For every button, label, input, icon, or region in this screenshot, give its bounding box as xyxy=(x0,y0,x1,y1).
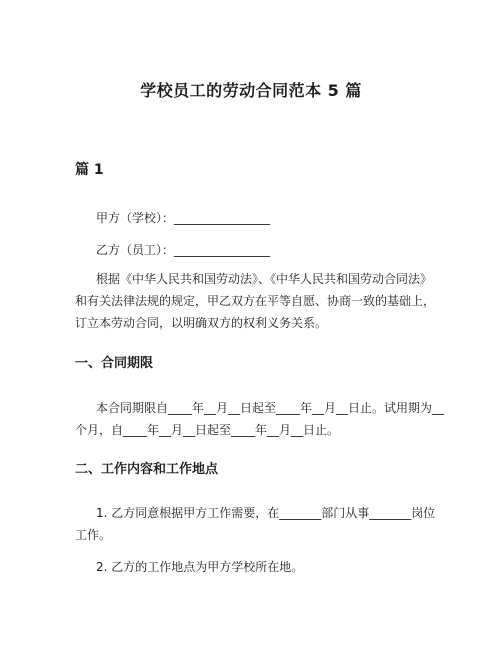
clause-2-item-1-line: 工作。 xyxy=(75,528,112,542)
document-title: 学校员工的劳动合同范本 5 篇 xyxy=(140,81,362,100)
clause-1-paragraph xyxy=(75,397,445,441)
intro-line: 和有关法律法规的规定，甲乙双方在平等自愿、协商一致的基础上， xyxy=(75,294,436,308)
clause-2-item-2: 2. 乙方的工作地点为甲方学校所在地。 xyxy=(96,560,304,574)
clause-2-item-1 xyxy=(75,502,436,546)
intro-paragraph xyxy=(75,268,436,334)
section-heading: 篇 1 xyxy=(75,162,104,178)
party-a-line: 甲方（学校）：________________ xyxy=(96,211,271,225)
clause-2-item-1-line: 1. 乙方同意根据甲方工作需要，在_______部门从事_______岗位 xyxy=(96,506,436,520)
clause-1-heading: 一、合同期限 xyxy=(75,356,154,371)
party-b-line: 乙方（员工）：________________ xyxy=(96,243,271,257)
clause-2-heading: 二、工作内容和工作地点 xyxy=(75,462,219,477)
clause-1-line: 本合同期限自____年__月__日起至____年__月__日止。试用期为__ xyxy=(96,401,445,415)
intro-line: 根据《中华人民共和国劳动法》、《中华人民共和国劳动合同法》 xyxy=(96,272,433,286)
intro-line: 订立本劳动合同，以明确双方的权利义务关系。 xyxy=(75,316,328,330)
clause-1-line: 个月，自____年__月__日起至____年__月__日止。 xyxy=(75,423,340,437)
